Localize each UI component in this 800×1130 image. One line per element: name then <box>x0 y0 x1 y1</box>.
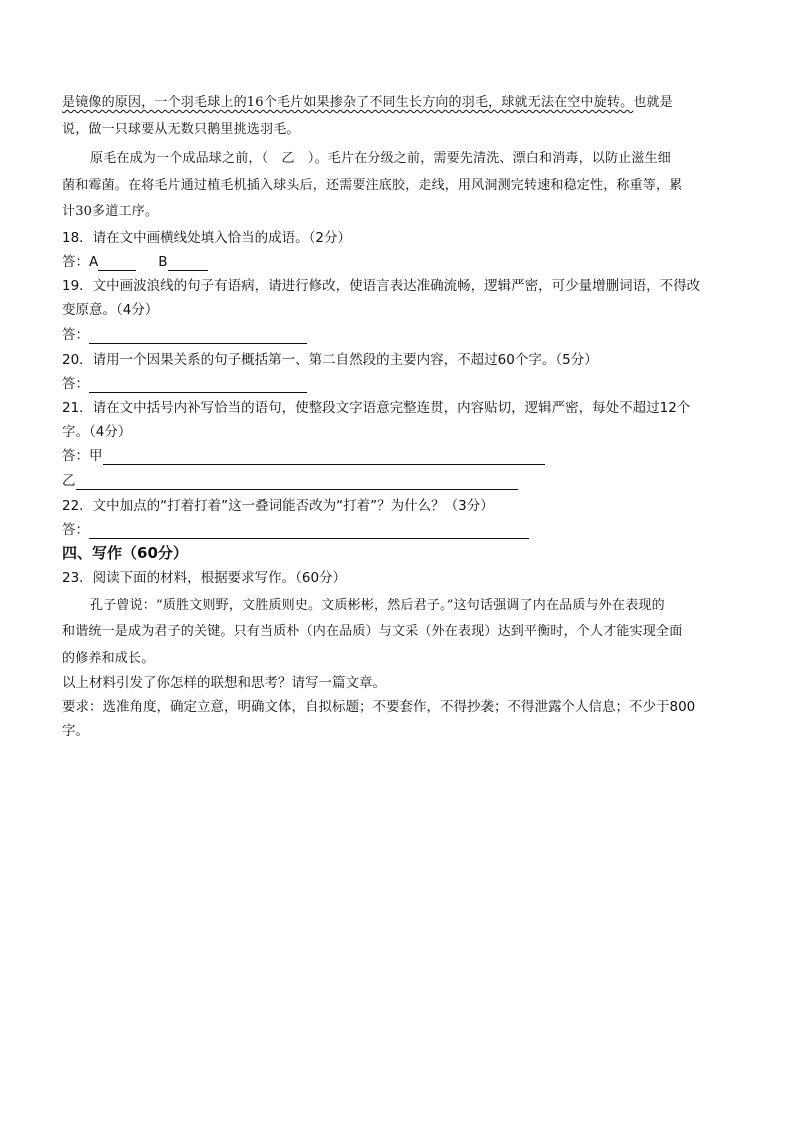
material-line-1: 孔子曾说：“质胜文则野，文胜质则史。文质彬彬，然后君子。”这句话强调了内在品质与外在表现的 <box>90 598 665 613</box>
answer-blank[interactable] <box>89 379 307 393</box>
passage-para2-line-3: 计30多道工序。 <box>62 204 159 219</box>
answer-label: 答： <box>62 376 89 392</box>
question-18: 18．请在文中画横线处填入恰当的成语。（2分） <box>62 230 352 246</box>
passage-line-1 <box>62 94 673 111</box>
question-21-answer-yi <box>62 473 518 490</box>
material-line-2: 和谐统一是成为君子的关键。只有当质朴（内在品质）与文采（外在表现）达到平衡时，个人才能实现全面 <box>62 624 683 639</box>
section-heading-writing: 四、写作（60分） <box>62 544 188 562</box>
question-21-line-1: 21．请在文中括号内补写恰当的语句，使整段文字语意完整连贯，内容贴切，逻辑严密，每处不超过12个 <box>62 400 691 416</box>
question-19-line-1: 19．文中画波浪线的句子有语病，请进行修改，使语言表达准确流畅，逻辑严密，可少量增删词语，不得改 <box>62 278 701 294</box>
question-19-line-2: 变原意。（4分） <box>62 302 159 318</box>
passage-line-2: 说，做一只球要从无数只鹅里挑选羽毛。 <box>62 122 300 137</box>
answer-label: 答： <box>62 522 89 538</box>
material-line-3: 的修养和成长。 <box>62 651 155 666</box>
answer-label-b: B <box>158 254 168 270</box>
question-20: 20．请用一个因果关系的句子概括第一、第二自然段的主要内容，不超过60个字。（5分） <box>62 352 598 368</box>
writing-prompt: 以上材料引发了你怎样的联想和思考？请写一篇文章。 <box>62 675 386 691</box>
passage-para2-line-1: 原毛在成为一个成品球之前，（ 乙 ）。毛片在分级之前，需要先清洗、漂白和消毒，以防止滋生细 <box>90 151 672 166</box>
answer-blank-jia[interactable] <box>103 451 545 465</box>
question-19-answer <box>62 327 307 344</box>
question-22-answer <box>62 522 529 539</box>
question-22: 22．文中加点的“打着打着”这一叠词能否改为“打着”？为什么？（3分） <box>62 498 494 514</box>
answer-label-yi: 乙 <box>62 473 76 489</box>
answer-label-a: 答：A <box>62 254 99 270</box>
writing-requirements-line-1: 要求：选准角度，确定立意，明确文体，自拟标题；不要套作，不得抄袭；不得泄露个人信息；不少于800 <box>62 699 696 715</box>
writing-requirements-line-2: 字。 <box>62 723 89 739</box>
passage-para2-line-2: 菌和霉菌。在将毛片通过植毛机插入球头后，还需要注底胶，走线，用风洞测完转速和稳定性，称重等，累 <box>62 178 683 193</box>
question-18-answer <box>62 254 208 271</box>
answer-label: 答： <box>62 327 89 343</box>
answer-label-jia: 答：甲 <box>62 448 103 464</box>
answer-blank-yi[interactable] <box>76 476 518 490</box>
passage-line-1-tail: 也就是 <box>633 95 673 110</box>
answer-blank[interactable] <box>89 525 529 539</box>
answer-blank-a[interactable] <box>98 257 136 271</box>
question-21-line-2: 字。（4分） <box>62 424 132 440</box>
question-21-answer-jia <box>62 448 545 465</box>
wavy-underlined-sentence: 是镜像的原因，一个羽毛球上的16个毛片如果掺杂了不同生长方向的羽毛，球就无法在空中旋转。 <box>62 95 634 110</box>
question-20-answer <box>62 376 307 393</box>
question-23-intro: 23．阅读下面的材料，根据要求写作。（60分） <box>62 570 347 586</box>
answer-blank[interactable] <box>89 330 307 344</box>
answer-blank-b[interactable] <box>168 257 208 271</box>
